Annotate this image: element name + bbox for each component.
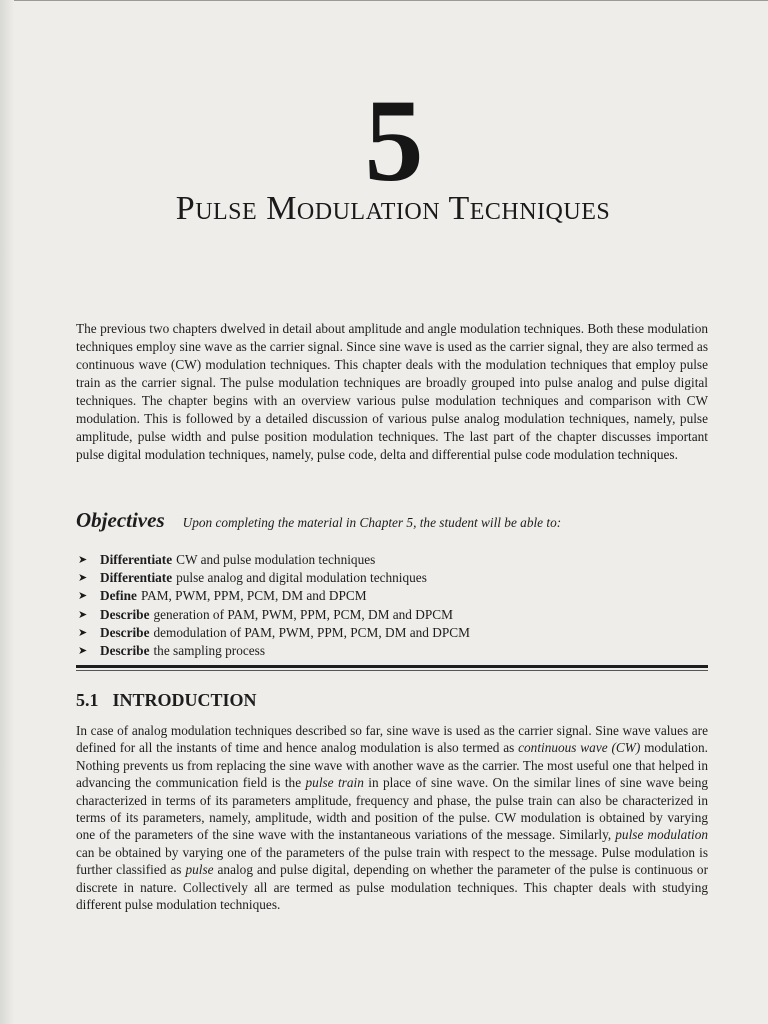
objective-text: generation of PAM, PWM, PPM, PCM, DM and DPCM xyxy=(153,606,453,622)
objective-verb: Describe xyxy=(100,624,150,640)
objective-verb: Describe xyxy=(100,606,150,622)
section-number: 5.1 xyxy=(76,690,99,710)
paragraph-emphasis: continuous wave (CW) xyxy=(518,740,641,756)
objective-text: pulse analog and digital modulation techniques xyxy=(176,570,427,586)
chapter-number: 5 xyxy=(364,75,424,206)
objective-item xyxy=(78,587,470,605)
arrow-bullet-icon: ➤ xyxy=(78,590,88,603)
paragraph-emphasis: pulse modulation xyxy=(615,827,709,843)
objective-verb: Differentiate xyxy=(100,570,173,586)
section-title: INTRODUCTION xyxy=(112,690,257,710)
objective-verb: Define xyxy=(100,588,137,604)
objective-item xyxy=(78,569,470,587)
arrow-bullet-icon: ➤ xyxy=(78,645,88,658)
section-paragraph xyxy=(76,722,708,913)
section-divider-thin xyxy=(76,670,708,671)
objective-verb: Describe xyxy=(100,643,150,659)
arrow-bullet-icon: ➤ xyxy=(78,626,88,639)
paragraph-emphasis: pulse xyxy=(185,862,214,878)
objectives-list xyxy=(78,551,470,660)
objective-text: CW and pulse modulation techniques xyxy=(176,552,376,567)
arrow-bullet-icon: ➤ xyxy=(78,554,88,566)
chapter-intro-paragraph: The previous two chapters dwelved in detail about amplitude and angle modulation techniques. Both these modulation techniques employ sine wave as the carrier signal. Since sine wave is used as the carrier signal, they are also termed as continuous wave (CW) modulation techniques. This chapter deals with the modulation techniques that employ pulse train as the carrier signal. The pulse modulation techniques are broadly grouped into pulse analog and pulse digital techniques. The chapter begins with an overview various pulse modulation techniques and comparison with CW modulation. This is followed by a detailed discussion of various pulse analog modulation techniques, namely, pulse amplitude, pulse width and pulse position modulation techniques. The last part of the chapter discusses important pulse digital modulation techniques, namely, pulse code, delta and differential pulse code modulation techniques. xyxy=(76,321,708,462)
objective-verb: Differentiate xyxy=(100,552,173,567)
objective-item xyxy=(78,551,470,569)
arrow-bullet-icon: ➤ xyxy=(78,572,88,585)
objectives-title: Objectives xyxy=(76,508,165,532)
objective-text: PAM, PWM, PPM, PCM, DM and DPCM xyxy=(140,588,367,604)
section-heading xyxy=(76,690,257,711)
objective-text: the sampling process xyxy=(153,643,266,659)
objective-item xyxy=(78,606,470,624)
paragraph-emphasis: pulse train xyxy=(305,775,364,791)
chapter-title: Pulse Modulation Techniques xyxy=(175,190,611,227)
paragraph-text: can be obtained by varying one of the parameters of the pulse train with respect to the message. Pulse modulation is further classified as xyxy=(76,844,708,878)
paragraph-text: modulation. Nothing prevents us from replacing the sine wave with another wave as the carrier. The most useful one that helped in advancing the communication field is the xyxy=(76,740,708,791)
paragraph-text: In case of analog modulation techniques described so far, sine wave is used as the carrier signal. Sine wave values are defined for all the instants of time and hence analog modulation is also termed as xyxy=(76,723,708,756)
objective-item xyxy=(78,642,470,660)
paragraph-text: analog and pulse digital, depending on whether the parameter of the pulse is continuous or discrete in nature. Collectively all are termed as pulse modulation techniques. This chapter deals with studying different pulse modulation techniques. xyxy=(76,862,708,913)
arrow-bullet-icon: ➤ xyxy=(78,608,88,621)
section-divider xyxy=(76,665,708,668)
objectives-header xyxy=(76,508,716,533)
objective-item xyxy=(78,624,470,642)
paragraph-text: in place of sine wave. On the similar lines of sine wave being characterized in terms of its parameters amplitude, frequency and phase, the pulse train can also be characterized in terms of its parameters, namely, amplitude, width and position of the pulse. CW modulation is obtained by varying one of the parameters of the sine wave with the instantaneous variations of the message. Similarly, xyxy=(76,775,708,843)
objectives-subtitle: Upon completing the material in Chapter 5, the student will be able to: xyxy=(182,515,562,530)
page-top-edge xyxy=(14,0,768,1)
objective-text: demodulation of PAM, PWM, PPM, PCM, DM and DPCM xyxy=(153,624,470,640)
